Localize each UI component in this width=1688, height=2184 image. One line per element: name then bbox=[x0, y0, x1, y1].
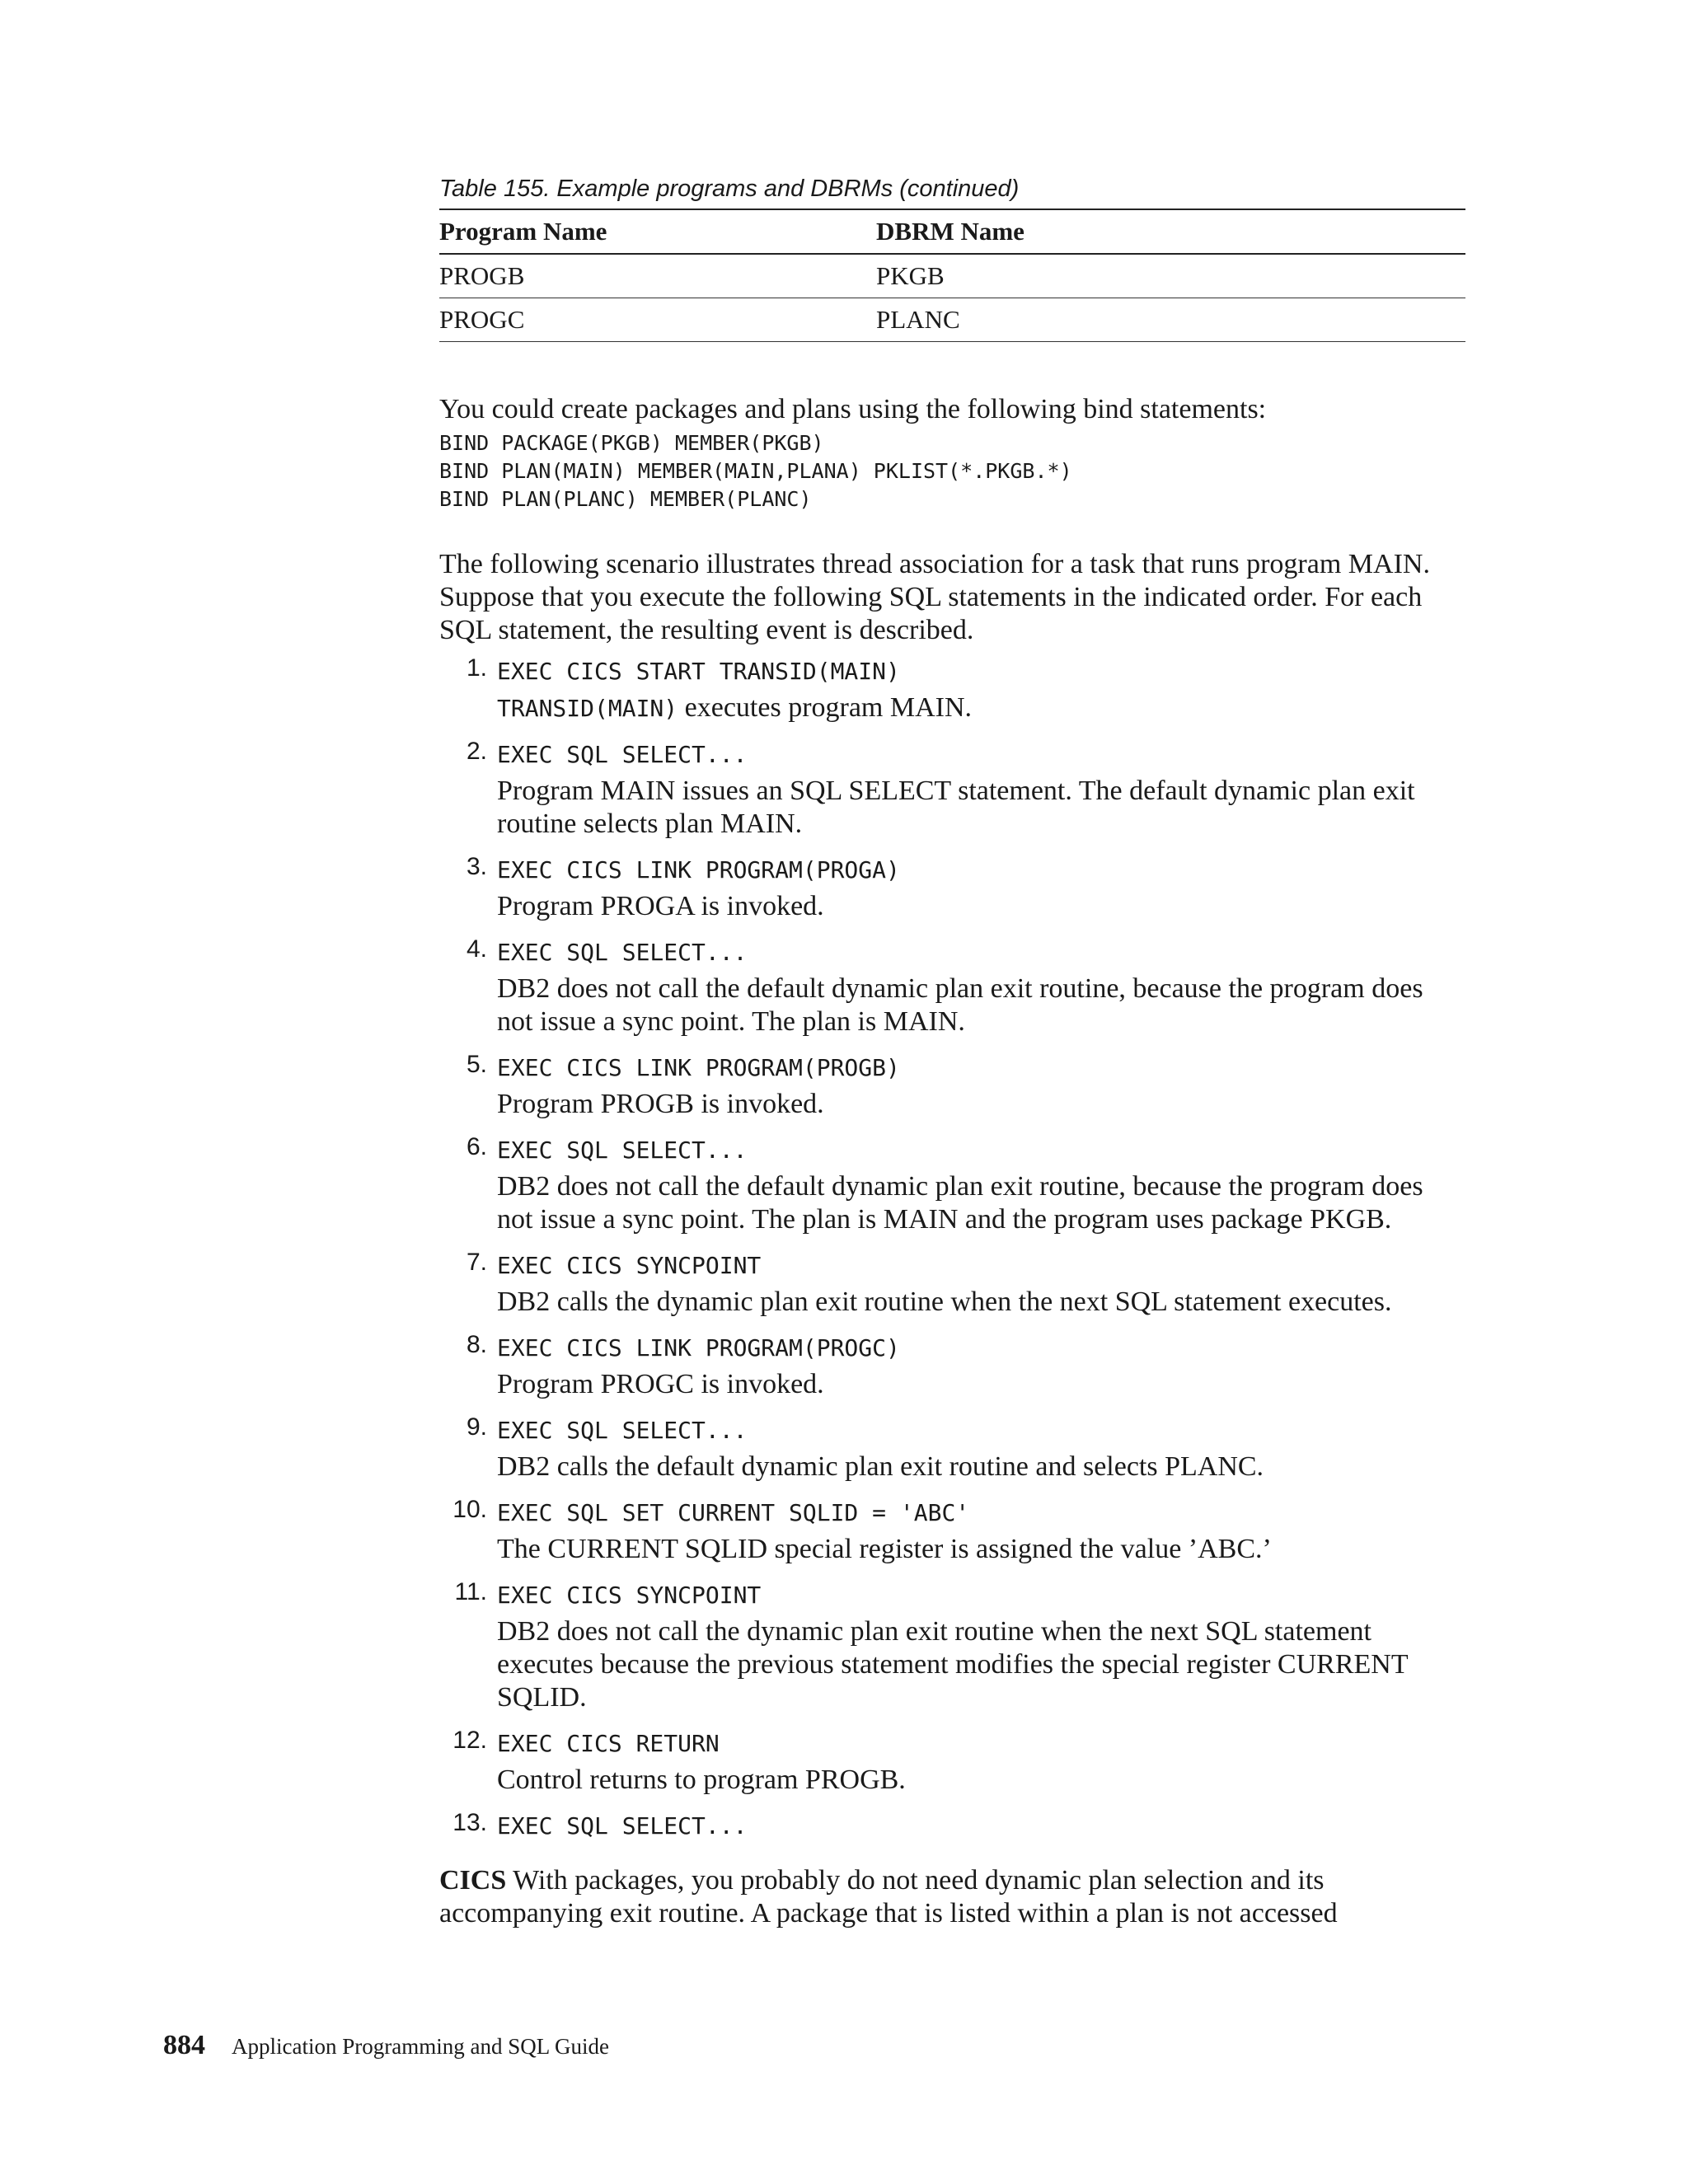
step-number: 10. bbox=[452, 1496, 487, 1523]
step-code: EXEC CICS LINK PROGRAM(PROGC) bbox=[497, 1334, 900, 1361]
step-description: Program MAIN issues an SQL SELECT statement. The default dynamic plan exit routine selects plan MAIN. bbox=[497, 776, 1415, 839]
scenario-paragraph: The following scenario illustrates thread association for a task that runs program MAIN. Suppose that you execute the following SQL statements in the indicated order. For each SQL statement, the resulting event is described. bbox=[439, 549, 1430, 645]
steps-list bbox=[439, 652, 1465, 1846]
step-number: 3. bbox=[466, 853, 487, 880]
step-number: 5. bbox=[466, 1051, 487, 1078]
step-code: EXEC SQL SET CURRENT SQLID = 'ABC' bbox=[497, 1499, 970, 1526]
step-code: EXEC CICS RETURN bbox=[497, 1730, 720, 1757]
table-cell: PROGB bbox=[439, 254, 876, 298]
step-description: Program PROGA is invoked. bbox=[497, 891, 824, 921]
table-cell: PROGC bbox=[439, 298, 876, 342]
step-code: EXEC CICS START TRANSID(MAIN) bbox=[497, 658, 900, 685]
step-code: EXEC SQL SELECT... bbox=[497, 939, 748, 966]
step-description: DB2 calls the default dynamic plan exit routine and selects PLANC. bbox=[497, 1451, 1264, 1482]
step-description: DB2 does not call the default dynamic plan exit routine, because the program does not issue a sync point. The plan is MAIN. bbox=[497, 973, 1423, 1037]
table-cell: PKGB bbox=[876, 254, 1465, 298]
list-item bbox=[439, 652, 1465, 725]
list-item bbox=[439, 735, 1465, 841]
list-item bbox=[439, 1246, 1465, 1319]
programs-dbrms-table bbox=[439, 209, 1465, 342]
step-number: 8. bbox=[466, 1331, 487, 1358]
list-item bbox=[439, 1329, 1465, 1401]
header-program-name: Program Name bbox=[439, 209, 876, 254]
step-description: DB2 calls the dynamic plan exit routine when the next SQL statement executes. bbox=[497, 1286, 1392, 1317]
page-footer bbox=[163, 2026, 609, 2065]
step-description bbox=[497, 691, 1465, 725]
step-code: EXEC SQL SELECT... bbox=[497, 741, 748, 768]
list-item bbox=[439, 1493, 1465, 1566]
closing-text: With packages, you probably do not need dynamic plan selection and its accompanying exit routine. A package that is listed within a plan is not accessed bbox=[439, 1865, 1338, 1929]
step-description: Program PROGC is invoked. bbox=[497, 1369, 824, 1399]
table-cell: PLANC bbox=[876, 298, 1465, 342]
step-code: EXEC CICS LINK PROGRAM(PROGB) bbox=[497, 1054, 900, 1081]
step-number: 7. bbox=[466, 1249, 487, 1276]
page-number: 884 bbox=[163, 2030, 205, 2060]
step-description: Program PROGB is invoked. bbox=[497, 1089, 824, 1119]
step-description: DB2 does not call the default dynamic plan exit routine, because the program does not issue a sync point. The plan is MAIN and the program uses package PKGB. bbox=[497, 1171, 1423, 1235]
step-description: DB2 does not call the dynamic plan exit routine when the next SQL statement executes because the previous statement modifies the special register CURRENT SQLID. bbox=[497, 1616, 1408, 1713]
table-caption: Table 155. Example programs and DBRMs (continued) bbox=[439, 176, 1020, 202]
table-row bbox=[439, 298, 1465, 342]
step-number: 6. bbox=[466, 1133, 487, 1160]
step-description: Control returns to program PROGB. bbox=[497, 1765, 906, 1795]
step-number: 9. bbox=[466, 1413, 487, 1441]
list-item bbox=[439, 1048, 1465, 1121]
header-dbrm-name: DBRM Name bbox=[876, 209, 1465, 254]
page-content bbox=[439, 169, 1465, 1930]
step-number: 1. bbox=[466, 654, 487, 682]
step-code: EXEC SQL SELECT... bbox=[497, 1812, 748, 1840]
table-row bbox=[439, 254, 1465, 298]
step-code: EXEC CICS LINK PROGRAM(PROGA) bbox=[497, 856, 900, 883]
closing-paragraph bbox=[439, 1864, 1465, 1930]
list-item bbox=[439, 1807, 1465, 1846]
cics-label: CICS bbox=[439, 1865, 507, 1896]
step-code: EXEC SQL SELECT... bbox=[497, 1417, 748, 1444]
book-title: Application Programming and SQL Guide bbox=[232, 2034, 609, 2059]
list-item bbox=[439, 1411, 1465, 1483]
step-code: EXEC CICS SYNCPOINT bbox=[497, 1252, 762, 1279]
step-number: 13. bbox=[452, 1809, 487, 1836]
list-item bbox=[439, 933, 1465, 1038]
step-number: 4. bbox=[466, 935, 487, 963]
list-item bbox=[439, 851, 1465, 923]
list-item bbox=[439, 1724, 1465, 1797]
step-number: 2. bbox=[466, 738, 487, 765]
list-item bbox=[439, 1131, 1465, 1236]
intro-paragraph: You could create packages and plans using the following bind statements: bbox=[439, 394, 1267, 424]
step-description: The CURRENT SQLID special register is assigned the value ’ABC.’ bbox=[497, 1534, 1272, 1564]
table-header-row bbox=[439, 209, 1465, 254]
step-number: 12. bbox=[452, 1727, 487, 1754]
step-description-text: executes program MAIN. bbox=[678, 692, 973, 723]
inline-code: TRANSID(MAIN) bbox=[497, 695, 678, 722]
step-code: EXEC SQL SELECT... bbox=[497, 1137, 748, 1164]
bind-statements-code: BIND PACKAGE(PKGB) MEMBER(PKGB) BIND PLAN(MAIN) MEMBER(MAIN,PLANA) PKLIST(*.PKGB.*) BIND PLAN(PLANC) MEMBER(PLANC) bbox=[439, 431, 1072, 511]
step-number: 11. bbox=[454, 1578, 487, 1605]
step-code: EXEC CICS SYNCPOINT bbox=[497, 1582, 762, 1609]
list-item bbox=[439, 1576, 1465, 1714]
